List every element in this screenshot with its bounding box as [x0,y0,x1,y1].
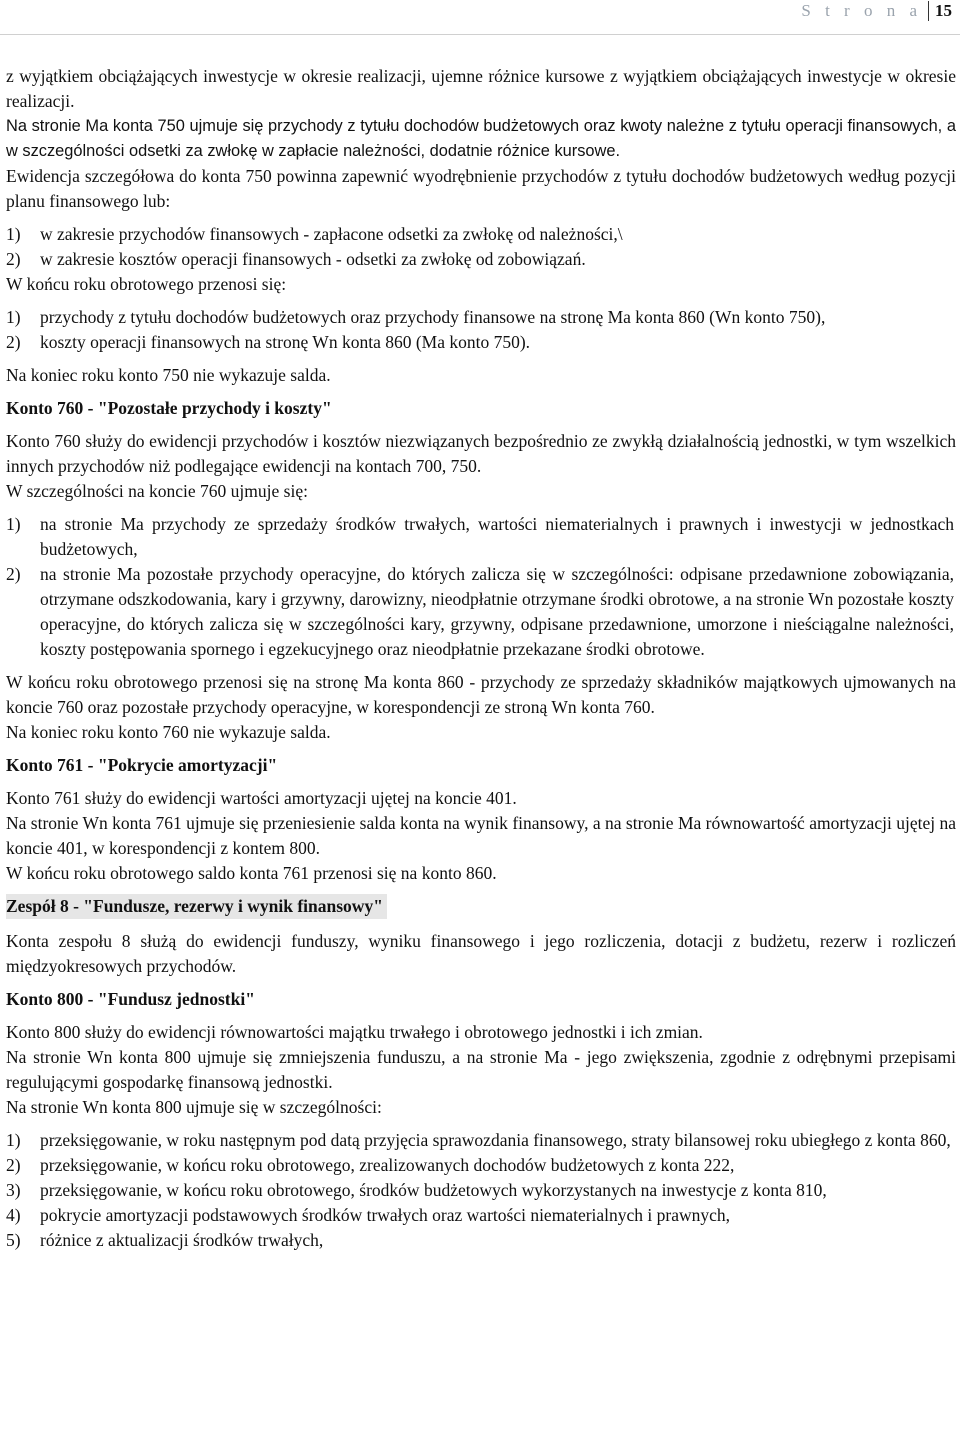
list-number: 3) [6,1180,21,1200]
document-body [6,64,956,1253]
list-number: 1) [6,514,21,534]
header-divider [928,1,929,21]
list-text: przychody z tytułu dochodów budżetowych oraz przychody finansowe na stronę Ma konta 860 (Wn konto 750), [40,307,826,327]
list-text: różnice z aktualizacji środków trwałych, [40,1230,324,1250]
list-item [6,222,956,247]
list-text: przeksięgowanie, w końcu roku obrotowego, zrealizowanych dochodów budżetowych z konta 222, [40,1155,735,1175]
page-label: S t r o n a [801,1,922,20]
paragraph: Konto 760 służy do ewidencji przychodów i kosztów niezwiązanych bezpośrednio ze zwykłą działalnością jednostki, w tym wszelkich innych przychodów niż podlegające ewidencji na kontach 700, 750. [6,431,956,476]
list-item [6,1203,956,1228]
paragraph: W szczególności na koncie 760 ujmuje się: [6,481,308,501]
list-item [6,512,956,562]
paragraph: Ewidencja szczegółowa do konta 750 powinna zapewnić wyodrębnienie przychodów z tytułu dochodów budżetowych według pozycji planu finansowego lub: [6,166,956,211]
list-text: w zakresie przychodów finansowych - zapłacone odsetki za zwłokę od należności,\ [40,224,623,244]
list-text: pokrycie amortyzacji podstawowych środków trwałych oraz wartości niematerialnych i prawnych, [40,1205,731,1225]
paragraph: Na stronie Wn konta 800 ujmuje się zmniejszenia funduszu, a na stronie Ma - jego zwiększenia, zgodnie z odrębnymi przepisami regulującymi gospodarkę finansową jednostki. [6,1047,956,1092]
list-item [6,1178,956,1203]
section-heading: Konto 760 - "Pozostałe przychody i koszty" [6,398,332,418]
list-number: 2) [6,332,21,352]
list-item [6,1228,956,1253]
list-number: 5) [6,1230,21,1250]
list-item [6,562,956,662]
list-number: 1) [6,307,21,327]
header-rule [0,34,960,35]
list-item [6,1128,956,1153]
list-text: na stronie Ma pozostałe przychody operacyjne, do których zalicza się w szczególności: odpisane przedawnione zobowiązania, otrzymane odszkodowania, kary i grzywny, darowizny, nieodpłatnie otrzymane środki obrotowe, a na stronie Wn pozostałe koszty operacyjne, do których zalicza się w szczególności kary, grzywny, odpisane przedawnione, umorzone i nieściągalne należności, koszty postępowania spornego i egzekucyjnego oraz nieodpłatnie przekazane środki obrotowe. [40,564,954,659]
list-number: 1) [6,1130,21,1150]
page-number: 15 [935,1,952,20]
list-text: przeksięgowanie, w roku następnym pod datą przyjęcia sprawozdania finansowego, straty bilansowej roku ubiegłego z konta 860, [40,1130,951,1150]
list-number: 2) [6,1155,21,1175]
list-text: w zakresie kosztów operacji finansowych - odsetki za zwłokę od zobowiązań. [40,249,586,269]
paragraph: Na koniec roku konto 750 nie wykazuje salda. [6,365,331,385]
list-text: przeksięgowanie, w końcu roku obrotowego, środków budżetowych wykorzystanych na inwestycje z konta 810, [40,1180,827,1200]
paragraph: Na koniec roku konto 760 nie wykazuje salda. [6,722,331,742]
list-item [6,247,956,272]
list-item [6,1153,956,1178]
list-number: 2) [6,564,21,584]
page-header [801,0,952,22]
paragraph: Na stronie Ma konta 750 ujmuje się przychody z tytułu dochodów budżetowych oraz kwoty należne z tytułu operacji finansowych, a w szczególności odsetki za zwłokę w zapłacie należności, dodatnie różnice kursowe. [6,117,956,160]
paragraph: Na stronie Wn konta 800 ujmuje się w szczególności: [6,1097,382,1117]
paragraph: Na stronie Wn konta 761 ujmuje się przeniesienie salda konta na wynik finansowy, a na stronie Ma równowartość amortyzacji ujętej na koncie 401, w korespondencji z kontem 800. [6,813,956,858]
paragraph: Konto 761 służy do ewidencji wartości amortyzacji ujętej na koncie 401. [6,788,517,808]
group-heading [6,894,956,919]
paragraph: Konto 800 służy do ewidencji równowartości majątku trwałego i obrotowego jednostki i ich zmian. [6,1022,703,1042]
list-number: 4) [6,1205,21,1225]
section-heading: Konto 800 - "Fundusz jednostki" [6,989,255,1009]
list-text: koszty operacji finansowych na stronę Wn konta 860 (Ma konto 750). [40,332,531,352]
list-item [6,305,956,330]
list-number: 1) [6,224,21,244]
list-text: na stronie Ma przychody ze sprzedaży środków trwałych, wartości niematerialnych i prawnych i inwestycji w jednostkach budżetowych, [40,514,954,559]
paragraph: W końcu roku obrotowego przenosi się na stronę Ma konta 860 - przychody ze sprzedaży składników majątkowych ujmowanych na koncie 760 oraz pozostałe przychody operacyjne, w korespondencji ze stroną Wn konta 760. [6,672,956,717]
paragraph: z wyjątkiem obciążających inwestycje w okresie realizacji, ujemne różnice kursowe z wyjątkiem obciążających inwestycje w okresie realizacji. [6,66,956,111]
paragraph: W końcu roku obrotowego przenosi się: [6,274,287,294]
list-number: 2) [6,249,21,269]
group-heading-text: Zespół 8 - "Fundusze, rezerwy i wynik finansowy" [6,894,387,919]
list-item [6,330,956,355]
paragraph: W końcu roku obrotowego saldo konta 761 przenosi się na konto 860. [6,863,497,883]
paragraph: Konta zespołu 8 służą do ewidencji funduszy, wyniku finansowego i jego rozliczenia, dotacji z budżetu, rezerw i rozliczeń międzyokresowych przychodów. [6,931,956,976]
section-heading: Konto 761 - "Pokrycie amortyzacji" [6,755,278,775]
